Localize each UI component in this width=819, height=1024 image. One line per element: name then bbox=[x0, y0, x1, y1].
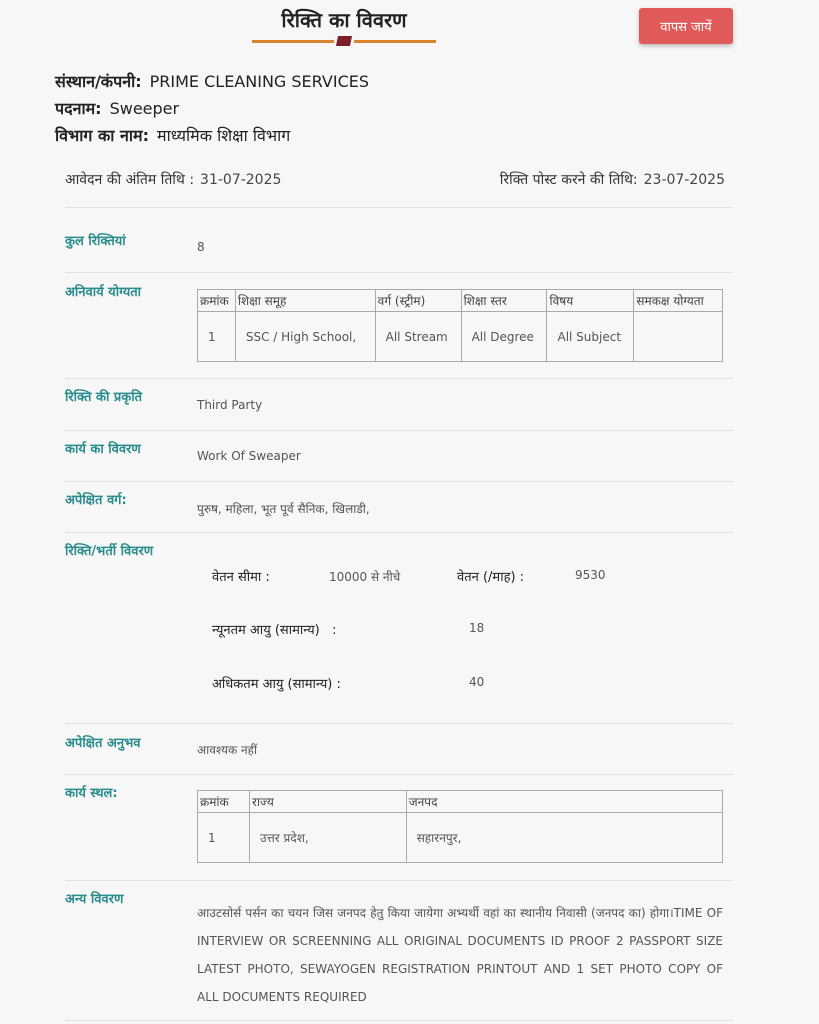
salary-range-value: 10000 से नीचे bbox=[329, 570, 401, 584]
last-date-value: 31-07-2025 bbox=[200, 172, 282, 188]
column-header: राज्य bbox=[249, 791, 406, 813]
location-table bbox=[197, 790, 723, 863]
posted-date-value: 23-07-2025 bbox=[643, 172, 725, 188]
table-cell: 1 bbox=[198, 312, 236, 362]
divider bbox=[65, 272, 733, 273]
back-button[interactable]: वापस जायें bbox=[639, 8, 733, 44]
title-underline-left bbox=[252, 40, 334, 43]
divider bbox=[65, 481, 733, 482]
table-row bbox=[198, 312, 723, 362]
posted-date-label: रिक्ति पोस्ट करने की तिथि: bbox=[499, 172, 638, 188]
other-value: आउटसोर्स पर्सन का चयन जिस जनपद हेतु किया जायेगा अभ्यर्थी वहां का स्थानीय निवासी (जनपद का) होगा।TIME OF INTERVIEW OR SCREENNING ALL ORIGINAL DOCUMENTS ID PROOF 2 PASSPORT SIZE LATEST PHOTO, SEWAYOGEN REGISTRATION PRINTOUT AND 1 SET PHOTO COPY OF ALL DOCUMENTS REQUIRED bbox=[197, 906, 723, 1004]
vacancies-label: कुल रिक्तियां bbox=[65, 234, 126, 249]
divider bbox=[65, 378, 733, 379]
divider bbox=[65, 1020, 733, 1021]
qualification-label: अनिवार्य योग्यता bbox=[65, 285, 142, 300]
table-cell: All Degree bbox=[461, 312, 547, 362]
divider bbox=[65, 774, 733, 775]
dates-row bbox=[65, 170, 725, 192]
table-cell bbox=[634, 312, 723, 362]
column-header: जनपद bbox=[406, 791, 722, 813]
experience-label: अपेक्षित अनुभव bbox=[65, 736, 141, 751]
location-label: कार्य स्थल: bbox=[65, 786, 118, 801]
salary-label: वेतन (/माह) : bbox=[457, 570, 525, 585]
table-cell: उत्तर प्रदेश, bbox=[249, 813, 406, 863]
qualification-table bbox=[197, 289, 723, 362]
table-cell: सहारनपुर, bbox=[406, 813, 722, 863]
column-header: क्रमांक bbox=[198, 290, 236, 312]
divider bbox=[65, 207, 733, 208]
column-header: शिक्षा स्तर bbox=[461, 290, 547, 312]
table-cell: SSC / High School, bbox=[235, 312, 375, 362]
column-header: वर्ग (स्ट्रीम) bbox=[375, 290, 461, 312]
divider bbox=[65, 880, 733, 881]
post-label: पदनाम: bbox=[55, 99, 102, 118]
table-cell: All Stream bbox=[375, 312, 461, 362]
min-age-value: 18 bbox=[469, 621, 485, 635]
post-line bbox=[55, 97, 179, 119]
max-age-label: अधिकतम आयु (सामान्य) : bbox=[212, 677, 341, 692]
department-value: माध्यमिक शिक्षा विभाग bbox=[157, 126, 291, 145]
department-label: विभाग का नाम: bbox=[55, 126, 150, 145]
company-label: संस्थान/कंपनी: bbox=[55, 72, 142, 91]
table-header-row bbox=[198, 290, 723, 312]
posted-date bbox=[500, 170, 725, 189]
divider bbox=[65, 430, 733, 431]
vacancies-value: 8 bbox=[197, 240, 205, 254]
category-label: अपेक्षित वर्ग: bbox=[65, 493, 127, 508]
last-date-label: आवेदन की अंतिम तिथि : bbox=[65, 172, 195, 188]
salary-value: 9530 bbox=[575, 568, 606, 582]
nature-label: रिक्ति की प्रकृति bbox=[65, 390, 142, 405]
title-ornament bbox=[336, 36, 352, 46]
table-header-row bbox=[198, 791, 723, 813]
divider bbox=[65, 532, 733, 533]
divider bbox=[65, 723, 733, 724]
nature-value: Third Party bbox=[197, 398, 263, 412]
max-age-value: 40 bbox=[469, 675, 485, 689]
page-title: रिक्ति का विवरण bbox=[281, 8, 407, 32]
company-line bbox=[55, 70, 369, 92]
column-header: समकक्ष योग्यता bbox=[634, 290, 723, 312]
table-cell: 1 bbox=[198, 813, 250, 863]
salary-range-label: वेतन सीमा : bbox=[212, 570, 270, 585]
category-value: पुरुष, महिला, भूत पूर्व सैनिक, खिलाडी, bbox=[197, 502, 370, 516]
work-label: कार्य का विवरण bbox=[65, 442, 141, 457]
experience-value: आवश्यक नहीं bbox=[197, 743, 258, 757]
recruitment-label: रिक्ति/भर्ती विवरण bbox=[65, 544, 154, 559]
post-value: Sweeper bbox=[109, 99, 180, 118]
company-value: PRIME CLEANING SERVICES bbox=[149, 72, 369, 91]
page-header bbox=[0, 0, 819, 56]
table-cell: All Subject bbox=[547, 312, 634, 362]
min-age-label: न्यूनतम आयु (सामान्य) : bbox=[212, 623, 337, 638]
column-header: विषय bbox=[547, 290, 634, 312]
column-header: क्रमांक bbox=[198, 791, 250, 813]
work-value: Work Of Sweaper bbox=[197, 449, 301, 463]
column-header: शिक्षा समूह bbox=[235, 290, 375, 312]
other-label: अन्य विवरण bbox=[65, 892, 124, 907]
table-row bbox=[198, 813, 723, 863]
department-line bbox=[55, 124, 290, 146]
title-underline-right bbox=[354, 40, 436, 43]
